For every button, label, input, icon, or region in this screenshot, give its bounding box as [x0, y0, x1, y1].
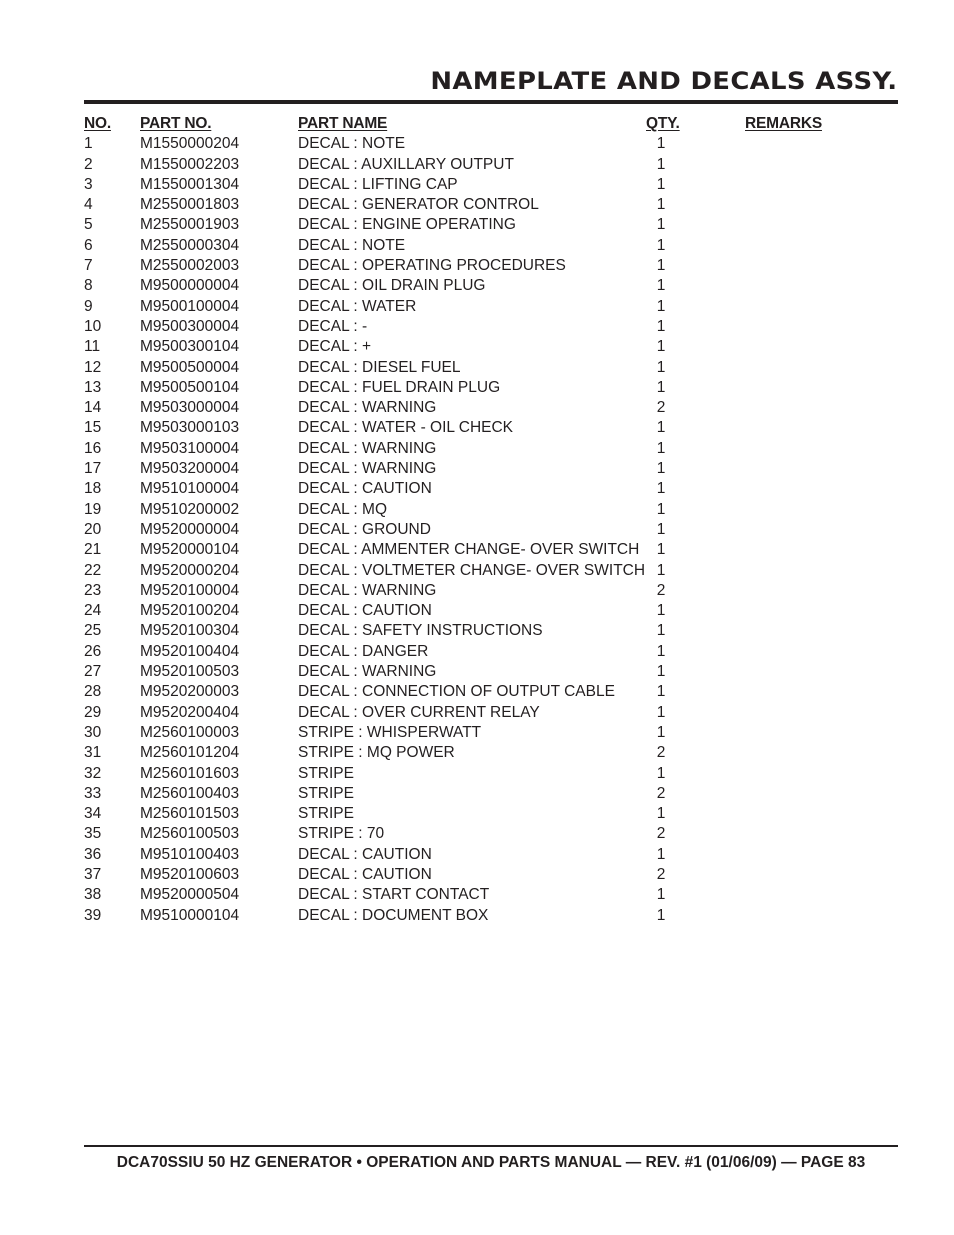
cell-part-no: M2560100403 [140, 784, 240, 802]
cell-qty: 1 [656, 500, 666, 518]
cell-no: 19 [84, 500, 102, 518]
cell-qty: 1 [656, 845, 666, 863]
cell-qty: 1 [656, 236, 666, 254]
cell-no: 20 [84, 520, 102, 538]
cell-qty: 1 [656, 338, 666, 356]
header-remarks: REMARKS [745, 115, 822, 132]
cell-no: 17 [84, 460, 102, 478]
cell-part-no: M9503100004 [140, 439, 240, 457]
cell-qty: 1 [656, 886, 666, 904]
cell-qty: 1 [656, 378, 666, 396]
table-row [84, 337, 898, 357]
cell-part-no: M2560100003 [140, 723, 240, 741]
cell-qty: 1 [656, 541, 666, 559]
cell-no: 27 [84, 663, 102, 681]
table-row [84, 743, 898, 763]
cell-part-name: DECAL : OVER CURRENT RELAY [298, 703, 540, 721]
cell-part-name: DECAL : OPERATING PROCEDURES [298, 257, 566, 275]
table-row [84, 520, 898, 540]
table-row [84, 398, 898, 418]
cell-part-name: DECAL : CAUTION [298, 865, 432, 883]
cell-no: 8 [84, 277, 93, 295]
table-row [84, 703, 898, 723]
cell-part-name: DECAL : MQ [298, 500, 387, 518]
cell-part-name: DECAL : START CONTACT [298, 886, 490, 904]
cell-no: 30 [84, 723, 102, 741]
cell-qty: 1 [656, 439, 666, 457]
cell-part-name: DECAL : CAUTION [298, 602, 432, 620]
cell-qty: 1 [656, 663, 666, 681]
table-row [84, 297, 898, 317]
table-row [84, 276, 898, 296]
cell-part-no: M9510100004 [140, 480, 240, 498]
cell-part-name: DECAL : WARNING [298, 439, 437, 457]
table-row [84, 317, 898, 337]
cell-part-no: M2560100503 [140, 825, 240, 843]
cell-part-name: DECAL : VOLTMETER CHANGE- OVER SWITCH [298, 561, 646, 579]
cell-part-no: M9503200004 [140, 460, 240, 478]
cell-no: 14 [84, 399, 102, 417]
cell-part-name: DECAL : LIFTING CAP [298, 175, 458, 193]
table-row [84, 479, 898, 499]
table-row [84, 175, 898, 195]
cell-part-no: M2560101503 [140, 805, 240, 823]
footer-rule [84, 1145, 898, 1147]
cell-qty: 1 [656, 175, 666, 193]
cell-part-name: DECAL : DOCUMENT BOX [298, 906, 489, 924]
table-row [84, 906, 898, 926]
cell-qty: 1 [656, 460, 666, 478]
cell-part-no: M9520100204 [140, 602, 240, 620]
cell-part-name: DECAL : CONNECTION OF OUTPUT CABLE [298, 683, 615, 701]
table-row [84, 378, 898, 398]
cell-part-no: M9520100503 [140, 663, 240, 681]
header-part-name: PART NAME [298, 115, 388, 132]
cell-no: 36 [84, 845, 102, 863]
cell-no: 31 [84, 744, 102, 762]
cell-qty: 2 [656, 744, 666, 762]
title-rule [84, 100, 898, 104]
cell-part-name: STRIPE : WHISPERWATT [298, 723, 482, 741]
cell-no: 5 [84, 216, 93, 234]
table-row [84, 134, 898, 154]
cell-part-no: M9520100404 [140, 642, 240, 660]
cell-no: 15 [84, 419, 102, 437]
cell-qty: 1 [656, 642, 666, 660]
cell-part-name: DECAL : - [298, 317, 368, 335]
table-row [84, 784, 898, 804]
cell-part-no: M9510200002 [140, 500, 240, 518]
cell-part-no: M9510100403 [140, 845, 240, 863]
cell-part-no: M9500300104 [140, 338, 240, 356]
table-row [84, 236, 898, 256]
cell-part-name: DECAL : ENGINE OPERATING [298, 216, 516, 234]
table-row [84, 662, 898, 682]
cell-qty: 2 [656, 865, 666, 883]
cell-no: 4 [84, 196, 93, 214]
table-row [84, 256, 898, 276]
cell-no: 24 [84, 602, 102, 620]
cell-no: 32 [84, 764, 102, 782]
cell-part-no: M1550001304 [140, 175, 240, 193]
cell-part-name: STRIPE [298, 805, 354, 823]
cell-no: 35 [84, 825, 102, 843]
table-row [84, 682, 898, 702]
cell-no: 16 [84, 439, 102, 457]
cell-part-no: M2550001903 [140, 216, 240, 234]
cell-qty: 1 [656, 602, 666, 620]
cell-part-no: M2550000304 [140, 236, 240, 254]
cell-part-no: M9520100304 [140, 622, 240, 640]
table-row [84, 845, 898, 865]
cell-part-name: DECAL : FUEL DRAIN PLUG [298, 378, 501, 396]
cell-part-no: M9520000204 [140, 561, 240, 579]
cell-no: 1 [84, 135, 93, 153]
cell-part-no: M9500300004 [140, 317, 240, 335]
cell-part-name: DECAL : WARNING [298, 663, 437, 681]
cell-part-name: DECAL : CAUTION [298, 845, 432, 863]
table-row [84, 540, 898, 560]
cell-part-no: M9520100004 [140, 581, 240, 599]
cell-qty: 1 [656, 196, 666, 214]
cell-no: 6 [84, 236, 93, 254]
cell-qty: 1 [656, 257, 666, 275]
cell-no: 37 [84, 865, 102, 883]
header-part-no: PART NO. [140, 115, 212, 132]
cell-qty: 1 [656, 683, 666, 701]
table-row [84, 601, 898, 621]
cell-part-name: DECAL : GROUND [298, 520, 431, 538]
table-row [84, 865, 898, 885]
cell-part-no: M9520100603 [140, 865, 240, 883]
table-row [84, 723, 898, 743]
table-row [84, 459, 898, 479]
cell-part-name: DECAL : DANGER [298, 642, 429, 660]
table-row [84, 195, 898, 215]
cell-part-no: M9503000103 [140, 419, 240, 437]
cell-part-no: M2560101204 [140, 744, 240, 762]
cell-qty: 1 [656, 277, 666, 295]
table-body [84, 134, 898, 926]
cell-no: 29 [84, 703, 102, 721]
cell-qty: 1 [656, 358, 666, 376]
cell-part-no: M9503000004 [140, 399, 240, 417]
cell-qty: 1 [656, 561, 666, 579]
cell-part-no: M9520000004 [140, 520, 240, 538]
table-row [84, 804, 898, 824]
cell-qty: 1 [656, 297, 666, 315]
cell-qty: 1 [656, 703, 666, 721]
cell-part-name: DECAL : WATER - OIL CHECK [298, 419, 514, 437]
cell-part-name: DECAL : AMMENTER CHANGE- OVER SWITCH [298, 541, 640, 559]
table-row [84, 561, 898, 581]
cell-part-no: M9520000504 [140, 886, 240, 904]
cell-no: 33 [84, 784, 102, 802]
cell-qty: 1 [656, 419, 666, 437]
cell-part-no: M2550001803 [140, 196, 240, 214]
table-row [84, 155, 898, 175]
cell-part-name: DECAL : OIL DRAIN PLUG [298, 277, 486, 295]
cell-part-no: M9500500004 [140, 358, 240, 376]
cell-qty: 2 [656, 784, 666, 802]
cell-qty: 1 [656, 520, 666, 538]
table-row [84, 500, 898, 520]
cell-part-no: M1550000204 [140, 135, 240, 153]
cell-part-no: M9510000104 [140, 906, 240, 924]
cell-part-name: DECAL : AUXILLARY OUTPUT [298, 155, 514, 173]
cell-qty: 1 [656, 135, 666, 153]
table-row [84, 215, 898, 235]
cell-no: 21 [84, 541, 102, 559]
cell-no: 11 [84, 338, 101, 356]
table-row [84, 581, 898, 601]
page-footer: DCA70SSIU 50 HZ GENERATOR • OPERATION AND PARTS MANUAL — REV. #1 (01/06/09) — PAGE 83 [116, 1154, 866, 1171]
cell-no: 39 [84, 906, 102, 924]
table-row [84, 621, 898, 641]
table-row [84, 439, 898, 459]
cell-part-name: DECAL : NOTE [298, 236, 406, 254]
cell-qty: 1 [656, 155, 666, 173]
cell-qty: 2 [656, 399, 666, 417]
parts-table [84, 114, 898, 926]
table-row [84, 764, 898, 784]
cell-part-no: M9520200404 [140, 703, 240, 721]
cell-part-no: M2550002003 [140, 257, 240, 275]
table-header [84, 114, 898, 134]
cell-qty: 1 [656, 764, 666, 782]
cell-no: 28 [84, 683, 102, 701]
cell-no: 7 [84, 257, 93, 275]
cell-no: 34 [84, 805, 102, 823]
cell-part-name: STRIPE [298, 784, 354, 802]
cell-part-no: M9520200003 [140, 683, 240, 701]
cell-no: 25 [84, 622, 102, 640]
cell-no: 22 [84, 561, 102, 579]
table-row [84, 418, 898, 438]
cell-part-name: STRIPE : 70 [298, 825, 385, 843]
cell-qty: 1 [656, 317, 666, 335]
cell-qty: 1 [656, 805, 666, 823]
cell-part-name: DECAL : CAUTION [298, 480, 432, 498]
cell-part-name: DECAL : WARNING [298, 581, 437, 599]
table-row [84, 642, 898, 662]
header-qty: QTY. [646, 115, 680, 132]
cell-part-no: M1550002203 [140, 155, 240, 173]
cell-part-name: STRIPE : MQ POWER [298, 744, 455, 762]
cell-no: 13 [84, 378, 102, 396]
cell-part-name: DECAL : GENERATOR CONTROL [298, 196, 539, 214]
cell-part-no: M9500000004 [140, 277, 240, 295]
cell-part-name: DECAL : WARNING [298, 460, 437, 478]
cell-part-name: STRIPE [298, 764, 354, 782]
cell-part-name: DECAL : + [298, 338, 372, 356]
cell-part-no: M9520000104 [140, 541, 240, 559]
cell-no: 9 [84, 297, 93, 315]
header-no: NO. [84, 115, 111, 132]
cell-no: 26 [84, 642, 102, 660]
cell-qty: 1 [656, 480, 666, 498]
cell-part-name: DECAL : NOTE [298, 135, 406, 153]
cell-qty: 1 [656, 216, 666, 234]
table-row [84, 358, 898, 378]
cell-part-no: M2560101603 [140, 764, 240, 782]
table-row [84, 885, 898, 905]
cell-part-no: M9500100004 [140, 297, 240, 315]
cell-part-name: DECAL : SAFETY INSTRUCTIONS [298, 622, 543, 640]
cell-no: 38 [84, 886, 102, 904]
cell-qty: 2 [656, 581, 666, 599]
cell-qty: 1 [656, 906, 666, 924]
table-row [84, 824, 898, 844]
cell-part-name: DECAL : WATER [298, 297, 417, 315]
cell-no: 12 [84, 358, 102, 376]
cell-no: 23 [84, 581, 102, 599]
cell-part-name: DECAL : WARNING [298, 399, 437, 417]
page-title: NAMEPLATE AND DECALS ASSY. [429, 67, 897, 95]
cell-no: 10 [84, 317, 102, 335]
cell-no: 3 [84, 175, 93, 193]
cell-part-no: M9500500104 [140, 378, 240, 396]
cell-no: 18 [84, 480, 102, 498]
cell-no: 2 [84, 155, 93, 173]
cell-qty: 2 [656, 825, 666, 843]
cell-part-name: DECAL : DIESEL FUEL [298, 358, 461, 376]
cell-qty: 1 [656, 723, 666, 741]
cell-qty: 1 [656, 622, 666, 640]
